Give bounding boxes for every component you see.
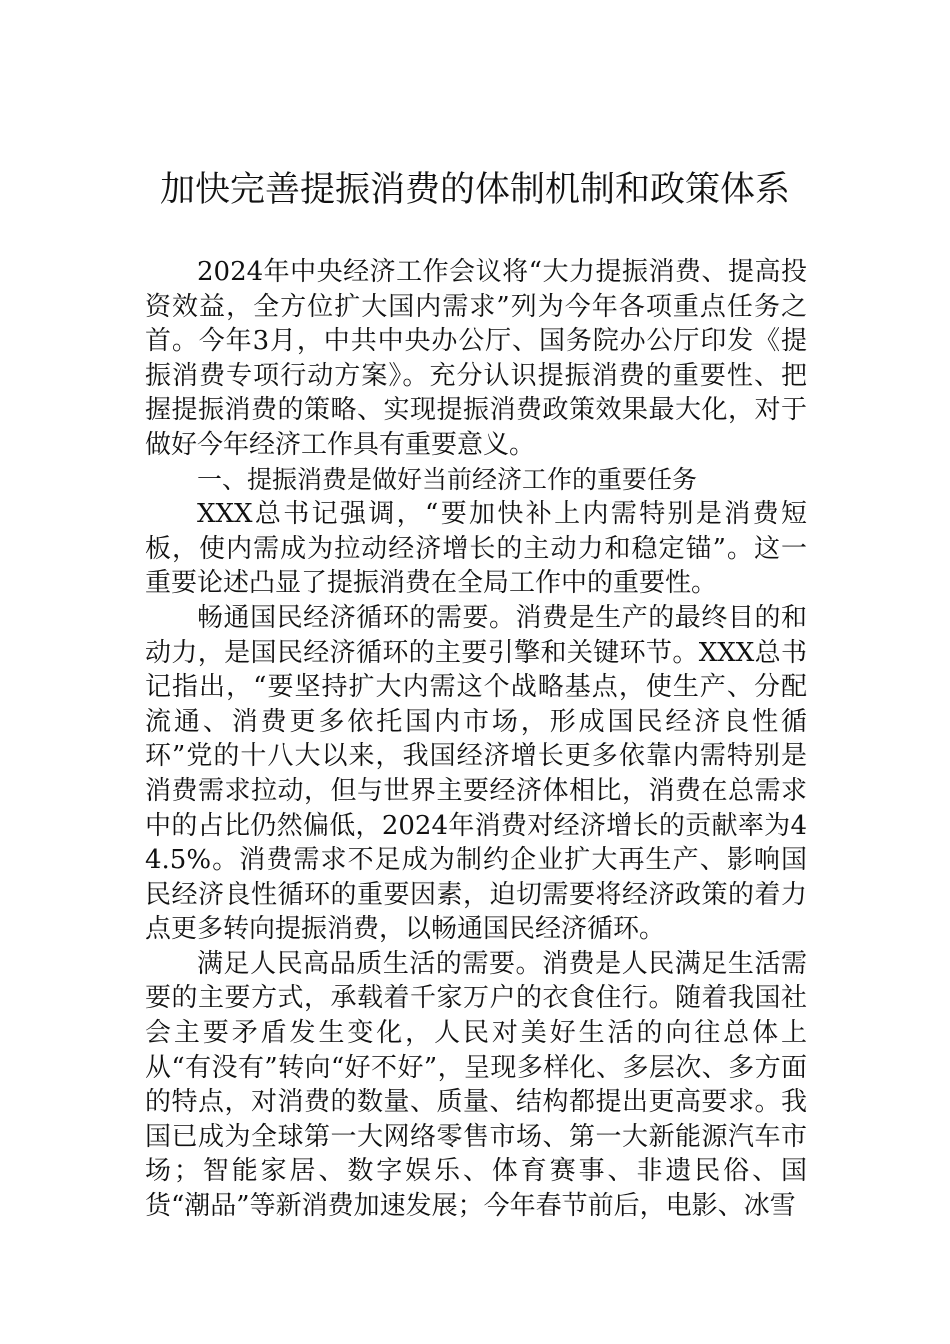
document-body (145, 255, 807, 1224)
section-heading-1: 一、提振消费是做好当前经济工作的重要任务 (197, 464, 698, 494)
body-paragraph: 畅通国民经济循环的需要。消费是生产的最终目的和动力，是国民经济循环的主要引擎和关键环节。XXX总书记指出，“要坚持扩大内需这个战略基点，使生产、分配流通、消费更多依托国内市场，形成国民经济良性循环”党的十八大以来，我国经济增长更多依靠内需特别是消费需求拉动，但与世界主要经济体相比，消费在总需求中的占比仍然偏低，2024年消费对经济增长的贡献率为44.5%。消费需求不足成为制约企业扩大再生产、影响国民经济良性循环的重要因素，迫切需要将经济政策的着力点更多转向提振消费，以畅通国民经济循环。 (145, 602, 807, 945)
body-paragraph: 满足人民高品质生活的需要。消费是人民满足生活需要的主要方式，承载着千家万户的衣食住行。随着我国社会主要矛盾发生变化，人民对美好生活的向往总体上从“有没有”转向“好不好”，呈现多样化、多层次、多方面的特点，对消费的数量、质量、结构都提出更高要求。我国已成为全球第一大网络零售市场、第一大新能源汽车市场；智能家居、数字娱乐、体育赛事、非遗民俗、国货“潮品”等新消费加速发展；今年春节前后，电影、冰雪 (145, 948, 807, 1222)
intro-paragraph: 2024年中央经济工作会议将“大力提振消费、提高投资效益，全方位扩大国内需求”列为今年各项重点任务之首。今年3月，中共中央办公厅、国务院办公厅印发《提振消费专项行动方案》。充分认识提振消费的重要性、把握提振消费的策略、实现提振消费政策效果最大化，对于做好今年经济工作具有重要意义。 (145, 257, 807, 460)
document-title: 加快完善提振消费的体制机制和政策体系 (159, 170, 790, 210)
body-paragraph: XXX总书记强调，“要加快补上内需特别是消费短板，使内需成为拉动经济增长的主动力和稳定锚”。这一重要论述凸显了提振消费在全局工作中的重要性。 (145, 499, 807, 599)
